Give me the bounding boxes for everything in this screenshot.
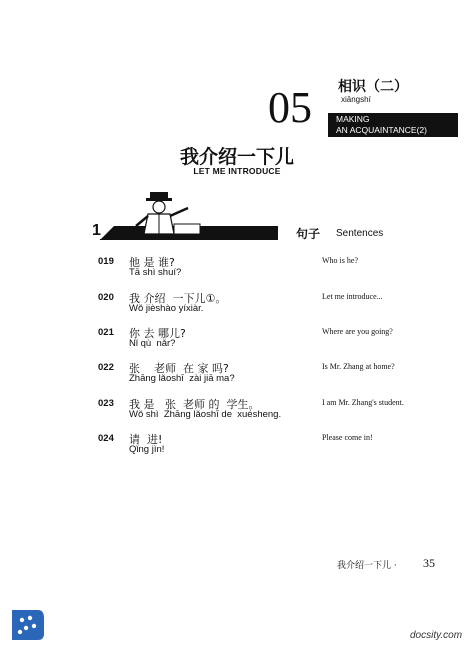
sentence-english: Please come in! [322,433,373,442]
sentence-number: 021 [98,327,114,338]
sentence-english: Let me introduce... [322,292,383,301]
sentence-hanzi: 张 老师 在 家 吗? [129,362,229,375]
sentence-number: 019 [98,256,114,267]
sentence-number: 023 [98,398,114,409]
sentence-english: Where are you going? [322,327,393,336]
section-label-en: Sentences [336,228,384,239]
lesson-title-cn: 相识（二） [338,79,408,95]
sentence-item [98,327,398,357]
sentence-number: 024 [98,433,114,444]
teacher-illustration [130,190,205,240]
sentence-pinyin: Wǒ jièshào yíxiàr. [129,303,204,314]
page-number: 35 [423,556,435,570]
sentence-pinyin: Qǐng jìn! [129,444,165,455]
sentence-hanzi: 我 是 张 老师 的 学生。 [129,398,260,411]
sentence-hanzi: 你 去 哪儿? [129,327,186,340]
sentence-hanzi: 他 是 谁? [129,256,175,269]
sentence-hanzi: 请 进! [129,433,163,446]
sentence-pinyin: Zhāng lǎoshī zài jiā ma? [129,373,235,384]
sentence-hanzi: 我 介绍 一下儿①。 [129,292,227,305]
sentence-item [98,398,404,428]
page-title-en: LET ME INTRODUCE [193,166,281,176]
sentence-item [98,292,398,322]
sentence-english: Is Mr. Zhang at home? [322,362,395,371]
sentence-english: Who is he? [322,256,358,265]
running-title: 我介绍一下儿 · [337,561,397,571]
sentence-number: 022 [98,362,114,373]
lesson-title-en-box [328,113,458,137]
page-title-cn: 我介绍一下儿 [179,146,294,168]
sentence-pinyin: Nǐ qù nǎr? [129,338,176,349]
sentence-number: 020 [98,292,114,303]
sentence-english: I am Mr. Zhang's student. [322,398,404,407]
section-label-cn: 句子 [296,227,321,241]
lesson-title-en-line1: MAKING [336,114,370,124]
docsity-watermark[interactable]: docsity.com [410,630,463,641]
lesson-title-pinyin: xiāngshí [341,95,371,104]
section-number: 1 [92,222,101,239]
sentence-item [98,433,398,463]
sentence-pinyin: Wǒ shì Zhāng lǎoshī de xuésheng. [129,409,282,420]
lesson-title-en-line2: AN ACQUAINTANCE(2) [336,125,427,135]
sentence-pinyin: Tā shì shuí? [129,267,182,278]
sentence-item [98,256,398,286]
sentence-item [98,362,398,392]
docsity-logo-icon [8,604,46,642]
lesson-number: 05 [268,83,312,132]
